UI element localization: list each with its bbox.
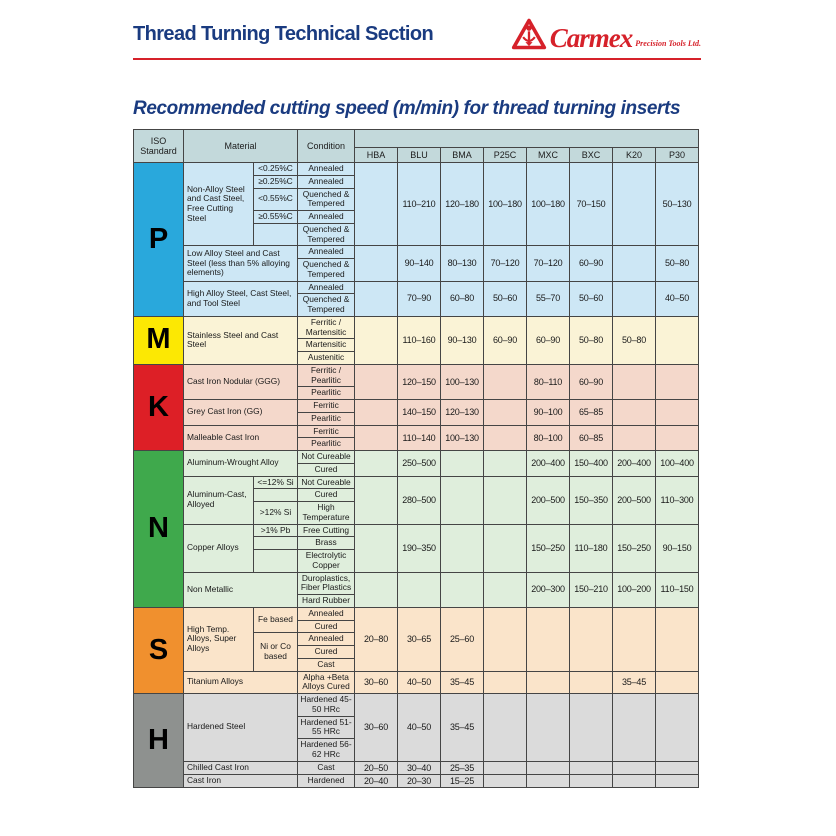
speed-value-hba [355,524,398,572]
speed-value-p30: 110–150 [656,572,699,607]
speed-value-mxc [527,607,570,671]
carmex-triangle-anchor-icon [511,16,547,52]
speed-value-bxc: 50–80 [570,316,613,364]
speed-value-mxc: 80–100 [527,425,570,451]
col-header-grade-hba: HBA [355,148,398,163]
speed-value-k20 [613,774,656,787]
speed-value-blu: 40–50 [398,694,441,762]
logo-brand-text: Carmex [549,23,633,53]
speed-value-hba [355,281,398,316]
speed-value-p30 [656,774,699,787]
col-header-grade-p25c: P25C [484,148,527,163]
speed-value-k20 [613,364,656,399]
speed-value-bma: 25–35 [441,761,484,774]
condition-cell: Annealed [298,246,355,259]
speed-value-bma: 120–130 [441,400,484,426]
material-cell: Copper Alloys [184,524,254,572]
speed-value-p30 [656,694,699,762]
speed-value-hba [355,425,398,451]
material-cell: High Alloy Steel, Cast Steel, and Tool Steel [184,281,298,316]
speed-value-blu: 70–90 [398,281,441,316]
logo-suffix-text: Precision Tools Ltd. [635,39,701,48]
condition-cell: Annealed [298,175,355,188]
table-row [134,163,699,176]
carmex-logo [511,16,701,52]
speed-value-hba: 20–40 [355,774,398,787]
speed-value-mxc: 200–400 [527,451,570,477]
speed-value-bxc: 60–90 [570,364,613,399]
speed-value-p30: 50–80 [656,246,699,281]
speed-value-p30: 40–50 [656,281,699,316]
speed-value-bxc: 150–350 [570,476,613,524]
col-header-grade-blu: BLU [398,148,441,163]
speed-value-bxc: 65–85 [570,400,613,426]
table-row [134,607,699,620]
speed-value-blu: 190–350 [398,524,441,572]
col-header-iso-standard: ISO Standard [134,130,184,163]
condition-cell: Cast [298,761,355,774]
speed-value-hba [355,364,398,399]
condition-cell: Annealed [298,281,355,294]
speed-value-p30: 90–150 [656,524,699,572]
condition-cell: Hardened 51-55 HRc [298,716,355,739]
speed-value-bma [441,572,484,607]
speed-value-blu: 120–150 [398,364,441,399]
section-K [134,364,699,450]
speed-value-k20 [613,761,656,774]
speed-value-p30 [656,400,699,426]
speed-value-mxc: 55–70 [527,281,570,316]
material-cell: Grey Cast Iron (GG) [184,400,298,426]
speed-value-p30 [656,316,699,364]
material-cell: Malleable Cast Iron [184,425,298,451]
speed-value-bxc: 60–90 [570,246,613,281]
speed-value-bma: 100–130 [441,364,484,399]
condition-cell: Pearlitic [298,438,355,451]
material-cell: Cast Iron [184,774,298,787]
col-header-grade-bma: BMA [441,148,484,163]
speed-value-mxc: 200–300 [527,572,570,607]
speed-value-mxc: 90–100 [527,400,570,426]
speed-value-k20 [613,163,656,246]
iso-letter-h: H [134,694,184,788]
material-cell: Stainless Steel and Cast Steel [184,316,298,364]
iso-letter-n: N [134,451,184,608]
table-row [134,281,699,294]
condition-cell: Quenched & Tempered [298,294,355,317]
speed-value-p30: 100–400 [656,451,699,477]
page-title: Thread Turning Technical Section [133,22,434,45]
speed-value-blu: 140–150 [398,400,441,426]
condition-cell: Ferritic / Martensitic [298,316,355,339]
speed-value-p25c [484,572,527,607]
speed-value-p25c [484,607,527,671]
speed-value-blu: 90–140 [398,246,441,281]
condition-cell: Ferritic [298,400,355,413]
speed-value-k20 [613,694,656,762]
material-sub-cell: >12% Si [254,502,298,525]
table-row [134,774,699,787]
speed-value-p30 [656,425,699,451]
speed-value-p25c [484,671,527,694]
speed-value-p30 [656,761,699,774]
speed-value-p25c: 100–180 [484,163,527,246]
material-cell: Non-Alloy Steel and Cast Steel, Free Cutting Steel [184,163,254,246]
table-row [134,694,699,717]
header-divider-line [133,58,701,60]
speed-value-bxc: 150–210 [570,572,613,607]
speed-value-k20 [613,400,656,426]
speed-value-hba: 20–80 [355,607,398,671]
speed-value-k20 [613,425,656,451]
speed-value-blu [398,572,441,607]
speed-value-p25c [484,774,527,787]
material-sub-cell [254,489,298,502]
condition-cell: Annealed [298,211,355,224]
material-cell: Titanium Alloys [184,671,298,694]
condition-cell: Pearlitic [298,387,355,400]
speed-value-bxc: 150–400 [570,451,613,477]
condition-cell: Cured [298,463,355,476]
condition-cell: Ferritic [298,425,355,438]
speed-value-hba [355,451,398,477]
speed-value-k20 [613,281,656,316]
speed-value-blu: 250–500 [398,451,441,477]
material-sub-cell [254,550,298,573]
table-row [134,572,699,595]
speed-value-p25c [484,400,527,426]
table-row [134,400,699,413]
speed-value-bxc [570,694,613,762]
speed-value-bxc [570,774,613,787]
table-row [134,476,699,489]
speed-value-hba [355,316,398,364]
speed-value-hba: 20–50 [355,761,398,774]
iso-letter-s: S [134,607,184,693]
speed-value-mxc: 80–110 [527,364,570,399]
condition-cell: Cured [298,489,355,502]
condition-cell: Pearlitic [298,412,355,425]
speed-value-blu: 40–50 [398,671,441,694]
condition-cell: Austenitic [298,352,355,365]
speed-value-blu: 110–140 [398,425,441,451]
condition-cell: Annealed [298,633,355,646]
speed-value-mxc: 100–180 [527,163,570,246]
speed-value-bxc [570,671,613,694]
speed-value-bma: 120–180 [441,163,484,246]
material-cell: High Temp. Alloys, Super Alloys [184,607,254,671]
speed-value-p25c: 50–60 [484,281,527,316]
condition-cell: Cast [298,658,355,671]
condition-cell: Cured [298,620,355,633]
grade-columns-spacer [355,130,699,148]
condition-cell: Martensitic [298,339,355,352]
condition-cell: Annealed [298,163,355,176]
speed-value-mxc [527,694,570,762]
table-row [134,451,699,464]
speed-value-bxc [570,761,613,774]
speed-value-mxc: 200–500 [527,476,570,524]
speed-value-bma: 80–130 [441,246,484,281]
section-S [134,607,699,693]
material-sub-cell [254,223,298,246]
iso-letter-m: M [134,316,184,364]
speed-value-p30: 50–130 [656,163,699,246]
speed-value-k20: 100–200 [613,572,656,607]
speed-value-bma: 15–25 [441,774,484,787]
col-header-condition: Condition [298,130,355,163]
speed-value-p25c [484,761,527,774]
table-title: Recommended cutting speed (m/min) for thread turning inserts [133,98,681,119]
table-row [134,364,699,387]
speed-value-mxc: 70–120 [527,246,570,281]
speed-value-hba: 30–60 [355,671,398,694]
material-sub-cell: <0.25%C [254,163,298,176]
speed-value-k20: 150–250 [613,524,656,572]
col-header-grade-p30: P30 [656,148,699,163]
speed-value-p25c [484,476,527,524]
page-content [133,0,701,788]
material-cell: Low Alloy Steel and Cast Steel (less than 5% alloying elements) [184,246,298,281]
material-sub-cell: >1% Pb [254,524,298,537]
condition-cell: Cured [298,646,355,659]
condition-cell: Alpha +Beta Alloys Cured [298,671,355,694]
section-P [134,163,699,317]
condition-cell: High Temperature [298,502,355,525]
speed-value-mxc [527,761,570,774]
speed-value-blu: 110–160 [398,316,441,364]
speed-value-bxc: 110–180 [570,524,613,572]
material-sub-cell: Ni or Co based [254,633,298,671]
speed-value-bma: 35–45 [441,671,484,694]
condition-cell: Hardened 45-50 HRc [298,694,355,717]
material-cell: Cast Iron Nodular (GGG) [184,364,298,399]
speed-value-bma: 60–80 [441,281,484,316]
condition-cell: Brass [298,537,355,550]
material-cell: Aluminum-Cast, Alloyed [184,476,254,524]
material-sub-cell: Fe based [254,607,298,633]
iso-letter-k: K [134,364,184,450]
speed-value-hba [355,246,398,281]
speed-value-bxc: 60–85 [570,425,613,451]
col-header-material: Material [184,130,298,163]
section-N [134,451,699,608]
condition-cell: Duroplastics, Fiber Plastics [298,572,355,595]
speed-value-p25c [484,364,527,399]
speed-value-mxc [527,774,570,787]
speed-value-k20 [613,607,656,671]
condition-cell: Annealed [298,607,355,620]
material-sub-cell: <0.55%C [254,188,298,211]
speed-value-mxc [527,671,570,694]
speed-value-p25c [484,425,527,451]
speed-value-hba: 30–60 [355,694,398,762]
speed-value-bma [441,476,484,524]
condition-cell: Free Cutting [298,524,355,537]
speed-value-hba [355,476,398,524]
speed-value-mxc: 60–90 [527,316,570,364]
material-sub-cell: ≥0.25%C [254,175,298,188]
table-row [134,246,699,259]
speed-value-mxc: 150–250 [527,524,570,572]
speed-value-bma: 35–45 [441,694,484,762]
speed-value-p25c: 60–90 [484,316,527,364]
iso-letter-p: P [134,163,184,317]
material-cell: Aluminum-Wrought Alloy [184,451,298,477]
condition-cell: Quenched & Tempered [298,188,355,211]
speed-value-p25c [484,694,527,762]
speed-value-k20: 50–80 [613,316,656,364]
speed-value-k20: 35–45 [613,671,656,694]
speed-value-bxc: 50–60 [570,281,613,316]
speed-value-k20: 200–400 [613,451,656,477]
condition-cell: Hardened [298,774,355,787]
table-row [134,761,699,774]
speed-value-blu: 110–210 [398,163,441,246]
speed-value-bma: 100–130 [441,425,484,451]
speed-value-k20: 200–500 [613,476,656,524]
condition-cell: Ferritic / Pearlitic [298,364,355,387]
speed-value-blu: 30–40 [398,761,441,774]
material-cell: Hardened Steel [184,694,298,762]
speed-value-hba [355,572,398,607]
table-row [134,524,699,537]
speed-value-hba [355,163,398,246]
speed-value-bma [441,524,484,572]
speed-value-p30 [656,364,699,399]
condition-cell: Not Cureable [298,476,355,489]
speed-value-blu: 20–30 [398,774,441,787]
speed-value-p25c [484,524,527,572]
speed-value-blu: 30–65 [398,607,441,671]
speed-value-hba [355,400,398,426]
condition-cell: Hard Rubber [298,595,355,608]
material-cell: Chilled Cast Iron [184,761,298,774]
condition-cell: Electrolytic Copper [298,550,355,573]
col-header-grade-bxc: BXC [570,148,613,163]
speed-value-bma [441,451,484,477]
material-sub-cell [254,537,298,550]
col-header-grade-mxc: MXC [527,148,570,163]
speed-value-p25c [484,451,527,477]
page-header [133,0,701,52]
section-M [134,316,699,364]
speed-value-p25c: 70–120 [484,246,527,281]
speed-value-p30: 110–300 [656,476,699,524]
condition-cell: Quenched & Tempered [298,223,355,246]
speed-value-bma: 90–130 [441,316,484,364]
condition-cell: Not Cureable [298,451,355,464]
speed-value-k20 [613,246,656,281]
condition-cell: Quenched & Tempered [298,259,355,282]
section-H [134,694,699,788]
table-row [134,316,699,339]
speed-value-bxc: 70–150 [570,163,613,246]
material-sub-cell: <=12% Si [254,476,298,489]
speed-value-blu: 280–500 [398,476,441,524]
col-header-grade-k20: K20 [613,148,656,163]
speed-value-p30 [656,671,699,694]
speed-value-bxc [570,607,613,671]
condition-cell: Hardened 56-62 HRc [298,739,355,762]
material-cell: Non Metallic [184,572,298,607]
speed-value-bma: 25–60 [441,607,484,671]
speed-value-p30 [656,607,699,671]
table-row [134,425,699,438]
table-row [134,671,699,694]
material-sub-cell: ≥0.55%C [254,211,298,224]
cutting-speed-table [133,129,699,788]
